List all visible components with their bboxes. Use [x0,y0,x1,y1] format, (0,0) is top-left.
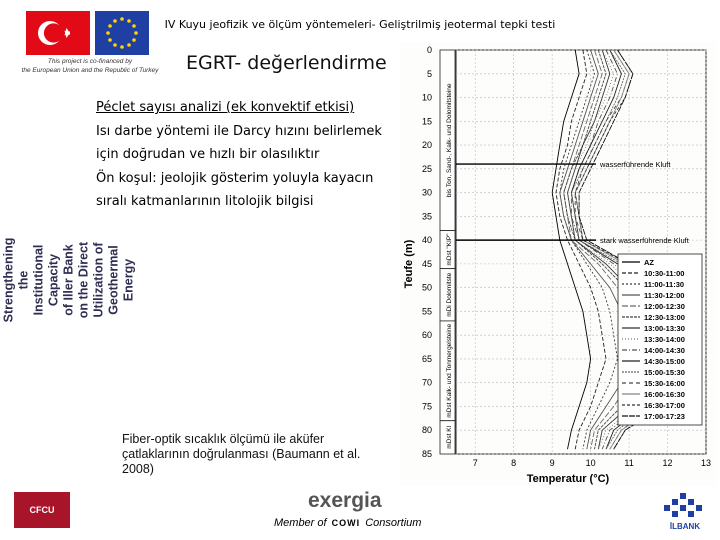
cofinanced-line-2: the European Union and the Republic of Turkey [21,67,159,74]
bullet-item: Péclet sayısı analizi (ek konvektif etkisi) [96,100,355,115]
crescent-star-icon [26,11,90,55]
legend-entry: 10:30-11:00 [644,269,685,278]
member-suffix: Consortium [365,517,422,529]
y-tick-label: 30 [421,187,432,198]
turkey-flag [26,11,90,55]
y-tick-label: 45 [421,258,432,269]
x-tick-label: 11 [624,458,634,468]
cfcu-logo [14,492,70,528]
bullet-item: Isı darbe yöntemi ile Darcy hızını belirlemek [96,123,382,139]
annotation-label: stark wasserführende Kluft [600,236,689,246]
y-tick-label: 65 [421,353,432,364]
lithology-label: mDst Kl [446,425,453,449]
x-tick-label: 10 [585,458,596,468]
legend-entry: 16:30-17:00 [644,401,685,410]
legend-entry: 11:30-12:00 [644,291,685,300]
annotation-label: wasserführende Kluft [600,160,671,170]
legend-entry: 16:00-16:30 [644,390,685,399]
y-tick-label: 20 [421,140,432,151]
y-tick-label: 0 [426,45,432,55]
legend-entry: 14:30-15:00 [644,357,685,366]
y-tick-label: 25 [421,163,432,174]
lithology-label: bis Ton, Sand-, Kalk- und Dolomitsteine [446,83,453,198]
y-tick-label: 85 [421,449,432,459]
y-tick-label: 35 [421,211,432,222]
y-tick-label: 60 [421,330,432,341]
y-tick-label: 40 [421,235,432,246]
cfcu-logo-text: CFCU [29,505,55,515]
legend-entry: 13:30-14:00 [644,335,685,344]
y-tick-label: 75 [421,401,432,412]
legend-entry: 15:00-15:30 [644,368,685,377]
slide-title: EGRT- değerlendirme [186,52,387,74]
consortium-line [274,517,421,529]
legend-entry: 12:00-12:30 [644,302,685,311]
y-axis-label: Teufe (m) [403,239,415,289]
project-title-line-2: of Iller Bank on the Direct Utilization of Geothermal Energy [61,241,135,319]
ilbank-logo-text: İLBANK [669,522,701,531]
y-tick-label: 80 [421,425,432,436]
legend-entry: 13:00-13:30 [644,324,685,333]
x-tick-label: 8 [511,458,517,468]
cowi-logo: COWI [331,518,361,528]
y-tick-label: 5 [426,68,432,79]
cofinanced-line-1: This project is co-financed by [47,58,133,65]
bullet-item: sıralı katmanlarının litolojik bilgisi [96,194,314,209]
eu-flag [95,11,149,55]
temperature-depth-chart [400,42,716,486]
exergia-logo-text: exergia [308,489,382,512]
bullet-list [96,96,396,214]
x-tick-label: 7 [472,458,478,468]
x-tick-label: 12 [662,458,673,468]
member-prefix: Member of [274,517,327,529]
legend-entry: AZ [644,258,654,267]
x-tick-label: 9 [549,458,555,468]
chart-svg [400,42,716,486]
legend-entry: 12:30-13:00 [644,313,685,322]
bullet-item: Ön koşul: jeolojik gösterim yoluyla kayacın [96,170,374,186]
y-tick-label: 15 [421,116,432,127]
x-tick-label: 13 [700,458,712,468]
cofinanced-text [10,57,170,75]
eu-stars-icon [95,11,149,55]
x-axis-label: Temperatur (°C) [526,473,610,485]
figure-caption: Fiber-optik sıcaklık ölçümü ile aküfer çatlaklarının doğrulanması (Baumann et al. 2008) [122,432,361,476]
y-tick-label: 70 [421,377,432,388]
lithology-label: mDi Dolomitste [446,272,453,317]
y-tick-label: 10 [421,92,432,103]
y-tick-label: 50 [421,282,432,293]
y-tick-label: 55 [421,306,432,317]
exergia-logo [308,489,382,513]
lithology-label: mDst Kalk- und Tonmergelsteine [446,323,453,418]
legend-entry: 15:30-16:00 [644,379,685,388]
ilbank-emblem-icon [663,491,703,521]
legend-entry: 17:00-17:23 [644,412,685,421]
series-line [560,50,618,449]
lithology-label: mDst "KIP" [446,233,453,266]
series-line [552,50,590,449]
legend-entry: 11:00-11:30 [644,280,685,289]
project-title-line-1: Strengthening the Institutional Capacity [1,237,60,323]
legend-entry: 14:00-14:30 [644,346,685,355]
bullet-item: için doğrudan ve hızlı bir olasılıktır [96,147,320,162]
project-title-vertical [1,94,135,466]
slide-header: IV Kuyu jeofizik ve ölçüm yöntemeleri- Geliştrilmiş jeotermal tepki testi [164,18,556,31]
